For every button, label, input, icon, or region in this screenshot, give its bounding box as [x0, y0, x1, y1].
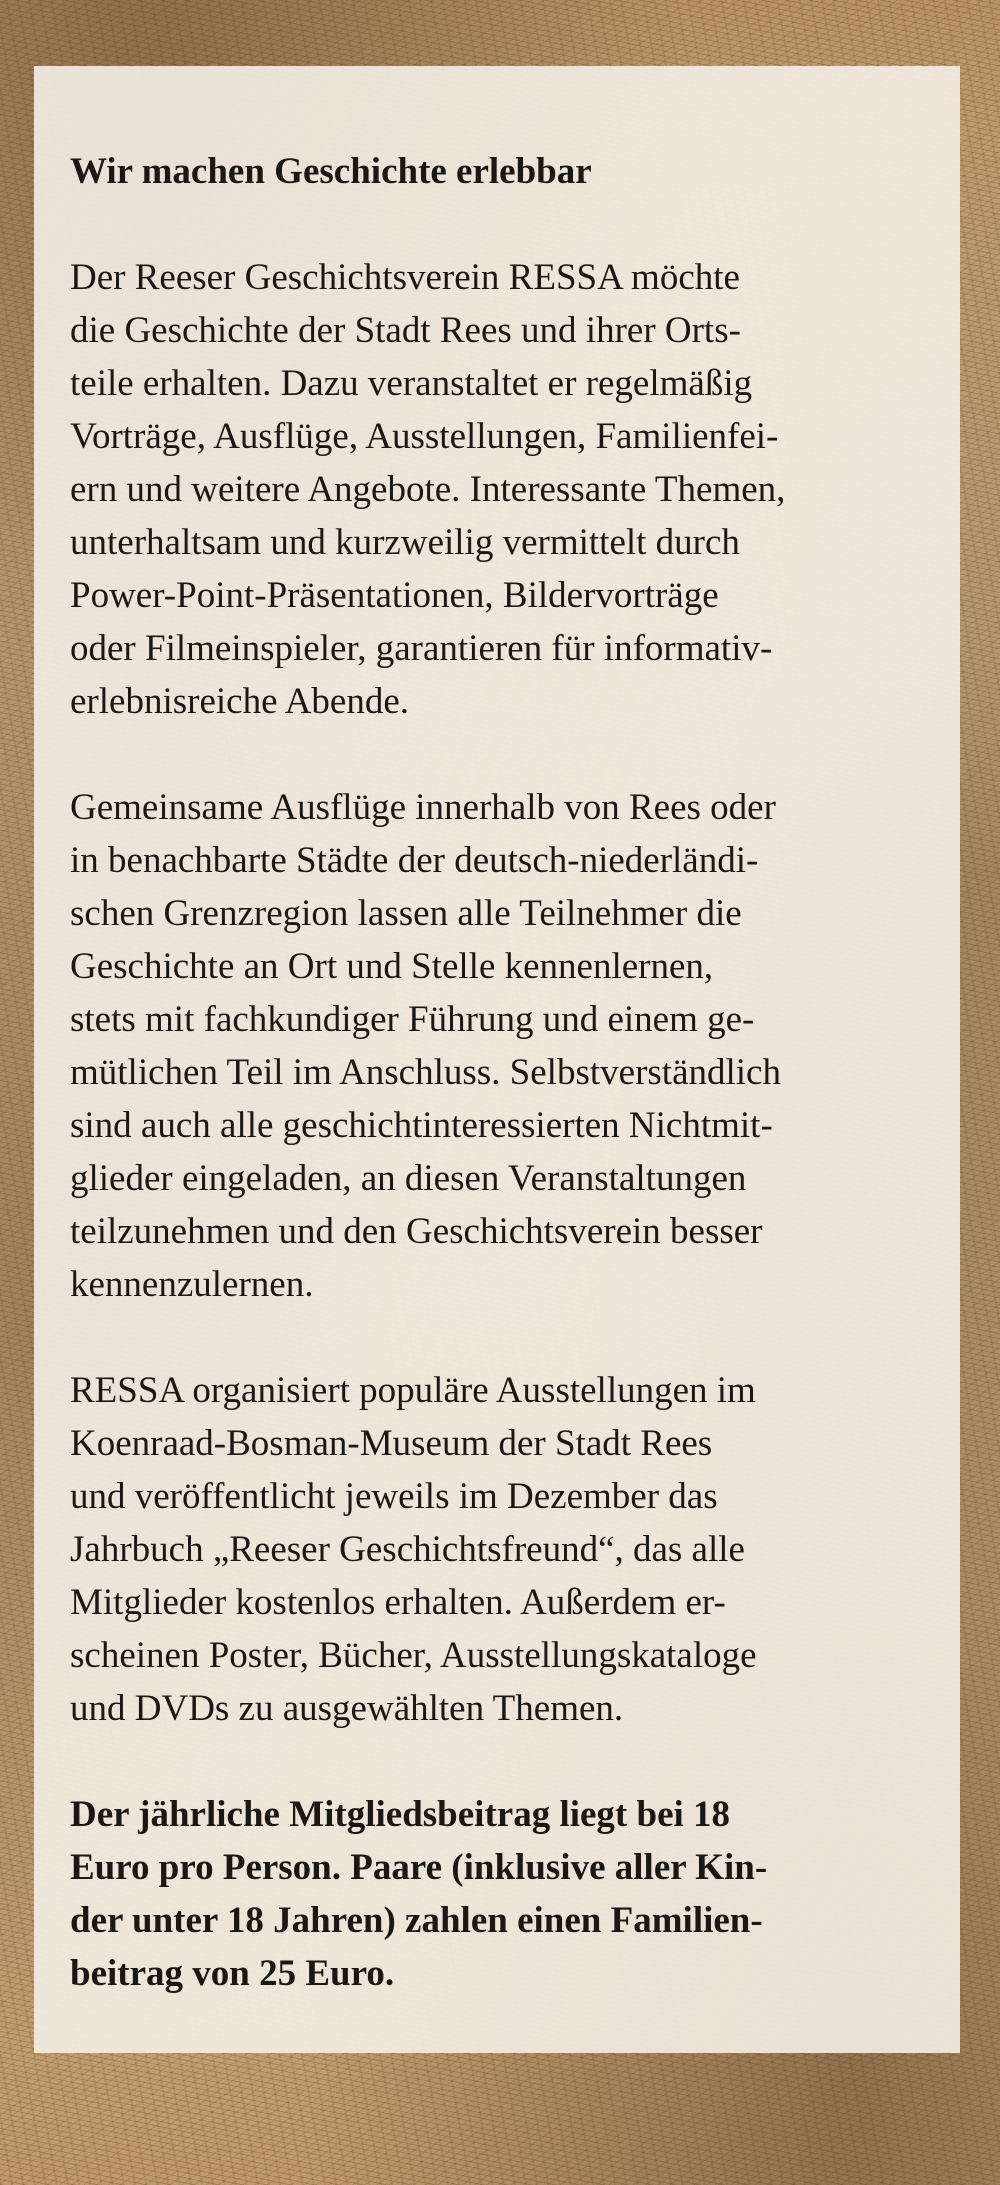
paragraph-exhibitions: RESSA organisiert populäre Ausstellungen im Koenraad-Bosman-Museum der Stadt Rees und veröffentlicht jeweils im Dezember das Jahrbuch „Reeser Geschichtsfreund“, das alle Mitglieder kostenlos erhalten. Außerdem er- scheinen Poster, Bücher, Ausstellungskataloge und DVDs zu ausgewählten Themen. — [70, 1370, 757, 1729]
text-panel — [34, 66, 960, 2053]
paragraph-excursions: Gemeinsame Ausflüge innerhalb von Rees oder in benachbarte Städte der deutsch-niederländi- schen Grenzregion lassen alle Teilnehmer die Geschichte an Ort und Stelle kennenlernen, stets mit fachkundiger Führung und einem ge- mütlichen Teil im Anschluss. Selbstverständlich sind auch alle geschichtinteressierten Nichtmit- glieder eingeladen, an diesen Veranstaltungen teilzunehmen und den Geschichtsverein besser kennenzulernen. — [70, 787, 781, 1305]
paragraph-intro: Der Reeser Geschichtsverein RESSA möchte die Geschichte der Stadt Rees und ihrer Orts- teile erhalten. Dazu veranstaltet er regelmäßig Vorträge, Ausflüge, Ausstellungen, Familienfei- ern und weitere Angebote. Interessante Themen, unterhaltsam und kurzweilig vermittelt durch Power-Point-Präsentationen, Bildervorträge oder Filmeinspieler, garantieren für informativ- erlebnisreiche Abende. — [70, 257, 786, 722]
page-heading: Wir machen Geschichte erlebbar — [70, 151, 592, 192]
membership-fee-note: Der jährliche Mitgliedsbeitrag liegt bei 18 Euro pro Person. Paare (inklusive aller Kin- der unter 18 Jahren) zahlen einen Familien- beitrag von 25 Euro. — [70, 1794, 768, 1994]
